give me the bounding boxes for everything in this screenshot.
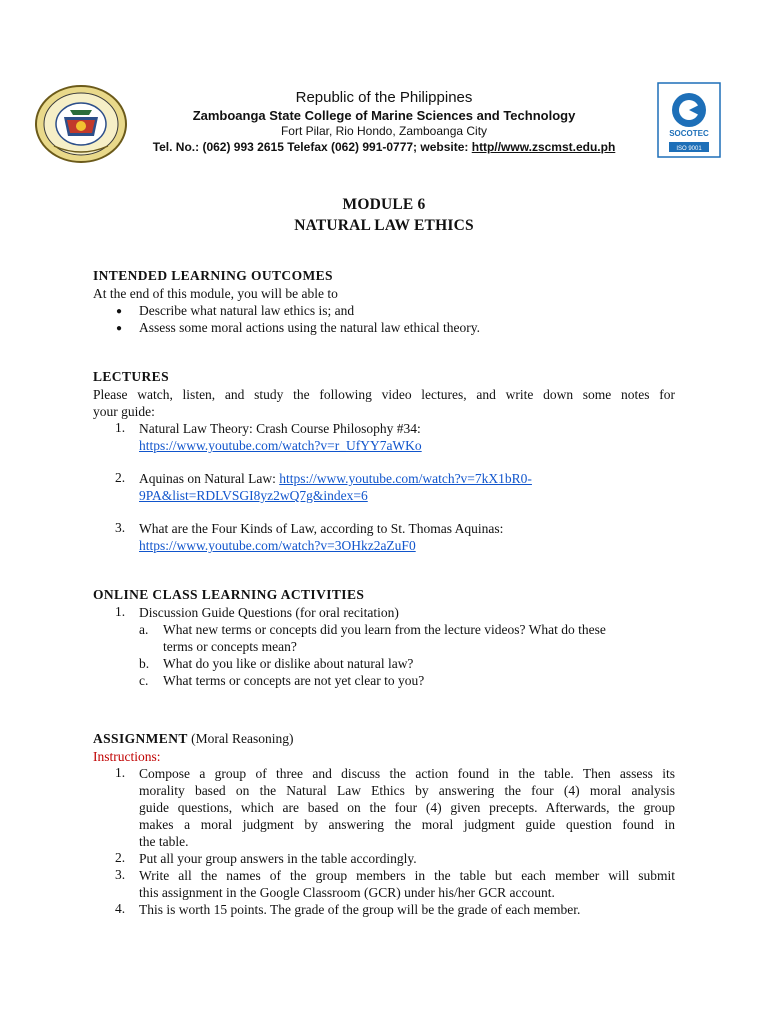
instruction-line: Put all your group answers in the table accordingly. <box>139 851 417 866</box>
lecture-link[interactable]: https://www.youtube.com/watch?v=3OHkz2aZuF0 <box>139 538 416 553</box>
module-title: NATURAL LAW ETHICS <box>294 217 474 234</box>
list-number: 2. <box>115 470 126 485</box>
iso-logo-text: ISO 9001 <box>676 146 702 152</box>
list-number: 1. <box>115 765 126 780</box>
guide-question-cont: terms or concepts mean? <box>163 639 297 654</box>
instructions-label: Instructions: <box>93 749 161 764</box>
instruction-line: morality based on the Natural Law Ethics by answering the four (4) moral analysis <box>139 783 675 798</box>
outcome-item: Describe what natural law ethics is; and <box>139 303 355 318</box>
instruction-line: makes a moral judgment by answering the moral judgment guide question found in <box>139 817 675 832</box>
instruction-line: guide questions, which are based on the four (4) given precepts. Afterwards, the group <box>139 800 675 815</box>
list-number: 2. <box>115 850 126 865</box>
sub-letter: c. <box>139 673 149 688</box>
instruction-line: Write all the names of the group members in the table but each member will submit <box>139 868 675 883</box>
instruction-line: This is worth 15 points. The grade of the group will be the grade of each member. <box>139 902 581 917</box>
list-number: 3. <box>115 520 126 535</box>
socotec-iso-logo <box>657 82 721 158</box>
list-number: 1. <box>115 604 126 619</box>
assignment-subtitle: (Moral Reasoning) <box>187 731 294 746</box>
college-seal-logo <box>34 84 128 164</box>
instruction-line: the table. <box>139 834 189 849</box>
bullet-icon: ● <box>116 306 123 317</box>
contact-text: Tel. No.: (062) 993 2615 Telefax (062) 991-0777; website: <box>152 140 472 154</box>
lecture-link-cont[interactable]: 9PA&list=RDLVSGI8yz2wQ7g&index=6 <box>139 488 368 503</box>
outcomes-intro: At the end of this module, you will be able to <box>93 286 338 301</box>
lectures-intro-cont: your guide: <box>93 404 155 419</box>
lectures-heading: LECTURES <box>93 369 169 384</box>
guide-question: What terms or concepts are not yet clear to you? <box>163 673 425 688</box>
outcomes-heading: INTENDED LEARNING OUTCOMES <box>93 268 333 283</box>
instruction-line: this assignment in the Google Classroom (GCR) under his/her GCR account. <box>139 885 555 900</box>
activities-heading: ONLINE CLASS LEARNING ACTIVITIES <box>93 587 365 602</box>
list-number: 3. <box>115 867 126 882</box>
module-number: MODULE 6 <box>342 196 426 213</box>
contact-line <box>128 140 640 154</box>
activity-item: Discussion Guide Questions (for oral recitation) <box>139 605 399 620</box>
lecture-title: What are the Four Kinds of Law, according to St. Thomas Aquinas: <box>139 521 504 536</box>
lecture-item <box>139 470 532 487</box>
website-link[interactable]: http//www.zscmst.edu.ph <box>471 140 616 154</box>
bullet-icon: ● <box>116 323 123 334</box>
lecture-title: Aquinas on Natural Law: <box>139 471 280 486</box>
list-number: 1. <box>115 420 126 435</box>
assignment-title: ASSIGNMENT <box>93 731 188 746</box>
socotec-logo-text: SOCOTEC <box>669 129 709 138</box>
lecture-link[interactable]: https://www.youtube.com/watch?v=r_UfYY7aWKo <box>139 438 422 453</box>
lecture-title: Natural Law Theory: Crash Course Philosophy #34: <box>139 421 421 436</box>
instruction-line: Compose a group of three and discuss the action found in the table. Then assess its <box>139 766 675 781</box>
guide-question: What do you like or dislike about natural law? <box>163 656 414 671</box>
college-address: Fort Pilar, Rio Hondo, Zamboanga City <box>280 124 488 138</box>
assignment-heading <box>93 730 294 747</box>
republic-line: Republic of the Philippines <box>295 89 473 106</box>
list-number: 4. <box>115 901 126 916</box>
lectures-intro: Please watch, listen, and study the following video lectures, and write down some notes for <box>93 387 675 402</box>
guide-question: What new terms or concepts did you learn from the lecture videos? What do these <box>163 622 606 637</box>
college-name: Zamboanga State College of Marine Sciences and Technology <box>192 108 576 123</box>
sub-letter: a. <box>139 622 149 637</box>
lecture-link[interactable]: https://www.youtube.com/watch?v=7kX1bR0- <box>279 471 532 486</box>
outcome-item: Assess some moral actions using the natural law ethical theory. <box>139 320 481 335</box>
sub-letter: b. <box>139 656 150 671</box>
